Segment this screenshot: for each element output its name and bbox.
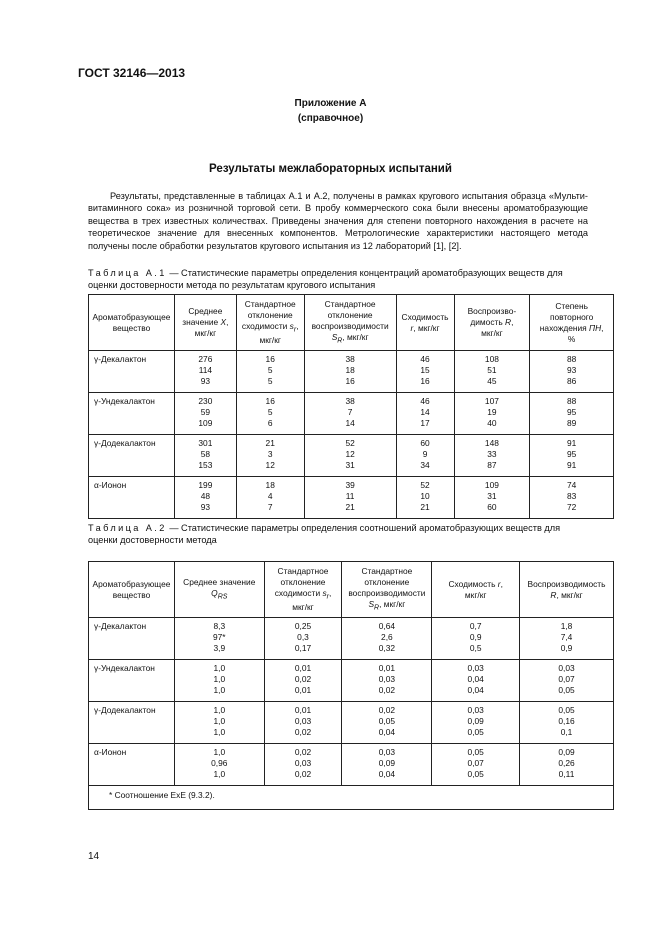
table1-value-cell: [396, 435, 454, 477]
table2-value: 0,03: [467, 705, 484, 715]
table2-value: 0,02: [294, 747, 312, 757]
table1-value: 114: [198, 365, 213, 375]
table2-value: 0,09: [558, 747, 575, 757]
table2-value: 0,05: [558, 685, 575, 695]
table2-value: 0,17: [294, 643, 312, 653]
table1-value: 6: [267, 418, 273, 428]
table1-value: 93: [200, 376, 211, 386]
table1-value-cell: [530, 435, 614, 477]
table1-value: 108: [484, 354, 499, 364]
table1-value: 86: [566, 376, 577, 386]
table2-value: 1,8: [560, 621, 573, 631]
table1-value: 14: [345, 418, 355, 428]
table1-value: 5: [267, 407, 273, 417]
table2-value: 0,04: [378, 727, 396, 737]
table1-value: 58: [200, 449, 211, 459]
table1-value: 148: [484, 438, 499, 448]
table2-value: 0,05: [558, 705, 575, 715]
table2-value: 8,3: [213, 621, 226, 631]
table1-value-cell: [174, 393, 236, 435]
table2-value: 0,1: [560, 727, 573, 737]
table2-value-cell: [264, 702, 342, 744]
table2-substance-cell: γ-Декалактон: [89, 618, 175, 660]
table1-value: 12: [345, 449, 355, 459]
table2-value: 97*: [212, 632, 226, 642]
table2-value-cell: [520, 660, 614, 702]
table1-value: 60: [420, 438, 430, 448]
table2-value: 1,0: [213, 685, 226, 695]
table1-value: 21: [345, 502, 355, 512]
table1-value: 93: [200, 502, 211, 512]
table2-row: [89, 702, 614, 744]
table2-caption-text: — Статистические параметры определения соотношений ароматобразующих веществ для оценки достоверности метода: [88, 523, 561, 546]
table2-footnote: * Соотношение ExE (9.3.2).: [89, 786, 614, 810]
table2-value: 0,05: [467, 727, 484, 737]
table1-value-cell: [174, 435, 236, 477]
table2-value: 0,03: [378, 747, 396, 757]
appendix-heading: [0, 96, 661, 126]
table2-value-cell: [174, 660, 264, 702]
table2-row: [89, 660, 614, 702]
document-header: ГОСТ 32146—2013: [78, 66, 186, 80]
table1-header-recovery: Степень повторного нахождения ПН, %: [530, 295, 614, 351]
table1-value: 95: [566, 407, 577, 417]
table2-substance-cell: γ-Додекалактон: [89, 702, 175, 744]
table2-value: 0,03: [467, 663, 484, 673]
table2-value: 0,04: [467, 685, 484, 695]
table2-value: 0,09: [378, 758, 396, 768]
table1-value: 48: [200, 491, 211, 501]
table1-value-cell: [396, 477, 454, 519]
table2-value-cell: [520, 702, 614, 744]
table2-value-cell: [174, 744, 264, 786]
table1-value: 199: [198, 480, 213, 490]
table1-value: 16: [420, 376, 430, 386]
table1-header-sr: Стандартное отклонение сходимости $s_r$, мкг/кг: [236, 295, 304, 351]
table2-value: 0,9: [469, 632, 482, 642]
table1-header-mean: Среднее значение X, мкг/кг: [174, 295, 236, 351]
table1-value: 89: [566, 418, 577, 428]
table2-header-SR: Стандартное отклонение воспроизводимости $S_R$, мкг/кг: [342, 562, 432, 618]
table1-value: 31: [487, 491, 497, 501]
table2-value: 0,02: [294, 769, 312, 779]
table2-value: 0,03: [294, 716, 312, 726]
table2-value-cell: [174, 618, 264, 660]
table1-substance-cell: γ-Ундекалактон: [89, 393, 175, 435]
table2-value-cell: [520, 744, 614, 786]
table1-value-cell: [174, 351, 236, 393]
appendix-title: Приложение А: [294, 98, 367, 109]
table1-row: [89, 477, 614, 519]
table1-header-repeatability: Сходимость r, мкг/кг: [396, 295, 454, 351]
table2-value: 0,32: [378, 643, 396, 653]
table1-value-cell: [236, 393, 304, 435]
table2-value-cell: [342, 660, 432, 702]
table2-value: 3,9: [213, 643, 226, 653]
table2-value: 1,0: [213, 674, 226, 684]
table1-value: 7: [267, 502, 273, 512]
table1-value: 34: [420, 460, 430, 470]
table2-value-cell: [174, 702, 264, 744]
table2-substance-cell: γ-Ундекалактон: [89, 660, 175, 702]
table2-value: 0,04: [378, 769, 396, 779]
table1-substance-cell: α-Ионон: [89, 477, 175, 519]
table1-value-cell: [304, 435, 396, 477]
table2-row: [89, 744, 614, 786]
table1-value: 88: [566, 354, 577, 364]
table1-value-cell: [530, 393, 614, 435]
table1-value: 74: [566, 480, 577, 490]
table2-value: 7,4: [560, 632, 573, 642]
table1-value: 12: [265, 460, 275, 470]
table1-value-cell: [304, 351, 396, 393]
table1-value: 52: [420, 480, 430, 490]
table1-value: 15: [420, 365, 430, 375]
table2-value: 0,05: [467, 747, 484, 757]
table2-value: 0,7: [469, 621, 482, 631]
table1-value: 87: [487, 460, 497, 470]
table1-value: 52: [345, 438, 355, 448]
appendix-subtitle: (справочное): [297, 113, 364, 124]
table2-value: 0,07: [558, 674, 575, 684]
table1-header-SR: Стандартное отклонение воспроизводимости $S_R$, мкг/кг: [304, 295, 396, 351]
table1-value-cell: [396, 351, 454, 393]
table1-value: 14: [420, 407, 430, 417]
table2-value: 0,01: [294, 663, 312, 673]
table2-value-cell: [264, 744, 342, 786]
page-number: 14: [88, 851, 100, 862]
table1-substance-cell: γ-Додекалактон: [89, 435, 175, 477]
table1-value: 109: [484, 480, 499, 490]
table1-value-cell: [304, 393, 396, 435]
table2-value: 1,0: [213, 663, 226, 673]
table1-value: 40: [487, 418, 497, 428]
table1-row: [89, 351, 614, 393]
table1-substance-cell: γ-Декалактон: [89, 351, 175, 393]
table1-value: 91: [566, 438, 577, 448]
section-title: Результаты межлабораторных испытаний: [209, 163, 452, 175]
table2-value: 0,02: [378, 685, 396, 695]
table1-value-cell: [236, 351, 304, 393]
table2-header-reproducibility: Воспроизводимость R, мкг/кг: [520, 562, 614, 618]
table2-value-cell: [342, 618, 432, 660]
table1-value: 95: [566, 449, 577, 459]
table2-value: 0,02: [294, 674, 312, 684]
table1-value: 3: [267, 449, 273, 459]
table2-value-cell: [432, 702, 520, 744]
table1-value: 46: [420, 396, 430, 406]
table1-header-reproducibility: Воспроизво- димость R, мкг/кг: [454, 295, 530, 351]
table2-value: 0,09: [467, 716, 484, 726]
table2-header-substance: Ароматобразующее вещество: [89, 562, 175, 618]
table1-value: 51: [487, 365, 497, 375]
table1-value: 17: [420, 418, 430, 428]
table2-value-cell: [520, 618, 614, 660]
table1-value: 21: [265, 438, 275, 448]
table1-value: 11: [345, 491, 355, 501]
table1-value: 10: [420, 491, 430, 501]
table1-value: 60: [487, 502, 497, 512]
table2-value: 0,11: [558, 769, 575, 779]
table2-value: 0,64: [378, 621, 396, 631]
table1-value: 5: [267, 365, 273, 375]
table2-value: 0,01: [294, 705, 312, 715]
table2-value: 0,03: [378, 674, 396, 684]
table2-value: 0,9: [560, 643, 573, 653]
table1-value: 33: [487, 449, 497, 459]
table2-substance-cell: α-Ионон: [89, 744, 175, 786]
table1-value-cell: [454, 351, 530, 393]
table2-value: 0,01: [378, 663, 396, 673]
table1-value: 39: [345, 480, 355, 490]
table1-value: 109: [198, 418, 213, 428]
table2-value: 1,0: [213, 705, 226, 715]
table1-value: 301: [198, 438, 213, 448]
table1-value: 93: [566, 365, 577, 375]
table2-value: 0,3: [297, 632, 309, 642]
table2-value-cell: [264, 618, 342, 660]
table1-value: 19: [487, 407, 497, 417]
table1-value: 5: [267, 376, 273, 386]
table1-row: [89, 435, 614, 477]
table1-row: [89, 393, 614, 435]
table2-value: 1,0: [213, 727, 226, 737]
table2-value-cell: [432, 744, 520, 786]
table2-value: 0,25: [294, 621, 312, 631]
table1-value: 88: [566, 396, 577, 406]
table2-value: 0,16: [558, 716, 575, 726]
table1-value: 18: [345, 365, 355, 375]
table2-value: 0,01: [294, 685, 312, 695]
table1-value-cell: [236, 477, 304, 519]
table2-header-sr: Стандартное отклонение сходимости $s_r$, мкг/кг: [264, 562, 342, 618]
table2-value: 0,04: [467, 674, 484, 684]
table2: [88, 561, 614, 810]
table1-value-cell: [236, 435, 304, 477]
table2-value: 0,07: [467, 758, 484, 768]
table1-value: 230: [198, 396, 213, 406]
table2-value: 0,26: [558, 758, 575, 768]
table2-header-mean: Среднее значение $Q_{RS}$: [174, 562, 264, 618]
table2-value-cell: [432, 618, 520, 660]
table1-value-cell: [454, 477, 530, 519]
table1-caption: [88, 267, 588, 292]
table1-value-cell: [396, 393, 454, 435]
table2-value-cell: [432, 660, 520, 702]
table1-value-cell: [304, 477, 396, 519]
table1-value-cell: [174, 477, 236, 519]
table2-caption: [88, 522, 588, 547]
table1-value: 7: [347, 407, 353, 417]
table2-value: 0,03: [558, 663, 575, 673]
table1-value: 46: [420, 354, 430, 364]
table1-value: 4: [267, 491, 273, 501]
table1-value: 16: [345, 376, 355, 386]
table1-value: 107: [484, 396, 499, 406]
table1-value: 83: [566, 491, 577, 501]
table2-value: 1,0: [213, 769, 226, 779]
table2-value: 0,02: [378, 705, 396, 715]
table1-value: 45: [487, 376, 497, 386]
table1: [88, 294, 614, 519]
intro-paragraph: Результаты, представленные в таблицах А.1 и А.2, получены в рамках кругового испытания образца «Мульти-витаминного сока» из розничной торговой сети. В пробу коммерческого сока были внесены ароматобразующие вещества в трех известных количествах. Приведены значения для степени повторного нахождения в расчете на теоретическое значение для внесенных компонентов. Метрологические характеристики настоящего метода получены после обработки результатов кругового испытания из 12 лабораторий [1], [2].: [88, 191, 588, 251]
table1-value-cell: [454, 393, 530, 435]
table2-value-cell: [342, 702, 432, 744]
table1-value: 16: [265, 354, 275, 364]
table1-value: 72: [566, 502, 577, 512]
table2-value: 1,0: [213, 747, 226, 757]
table2-value: 1,0: [213, 716, 226, 726]
table1-header-substance: Ароматобразующее вещество: [89, 295, 175, 351]
table1-value: 16: [265, 396, 275, 406]
table2-header-repeatability: Сходимость r, мкг/кг: [432, 562, 520, 618]
table2-value: 0,5: [469, 643, 482, 653]
table1-value-cell: [530, 477, 614, 519]
table2-value: 0,02: [294, 727, 312, 737]
table1-value-cell: [454, 435, 530, 477]
table2-row: [89, 618, 614, 660]
table2-value-cell: [264, 660, 342, 702]
table1-label: Таблица А.1: [88, 268, 167, 278]
table2-value: 0,05: [378, 716, 396, 726]
table1-value: 38: [345, 396, 355, 406]
table1-value: 9: [422, 449, 428, 459]
table1-value: 31: [345, 460, 355, 470]
table2-label: Таблица А.2: [88, 523, 167, 533]
table2-value-cell: [342, 744, 432, 786]
table1-value: 91: [566, 460, 577, 470]
table1-value: 153: [198, 460, 213, 470]
table2-value: 0,96: [211, 758, 228, 768]
table1-value: 18: [265, 480, 275, 490]
table1-value: 59: [200, 407, 211, 417]
table1-value-cell: [530, 351, 614, 393]
table1-value: 38: [345, 354, 355, 364]
table1-value: 276: [198, 354, 213, 364]
table2-value: 0,03: [294, 758, 312, 768]
table1-caption-text: — Статистические параметры определения концентраций ароматобразующих веществ для оценки достоверности метода по результатам кругового испытания: [88, 268, 563, 291]
table2-value: 2,6: [381, 632, 393, 642]
table2-value: 0,05: [467, 769, 484, 779]
table1-value: 21: [420, 502, 430, 512]
